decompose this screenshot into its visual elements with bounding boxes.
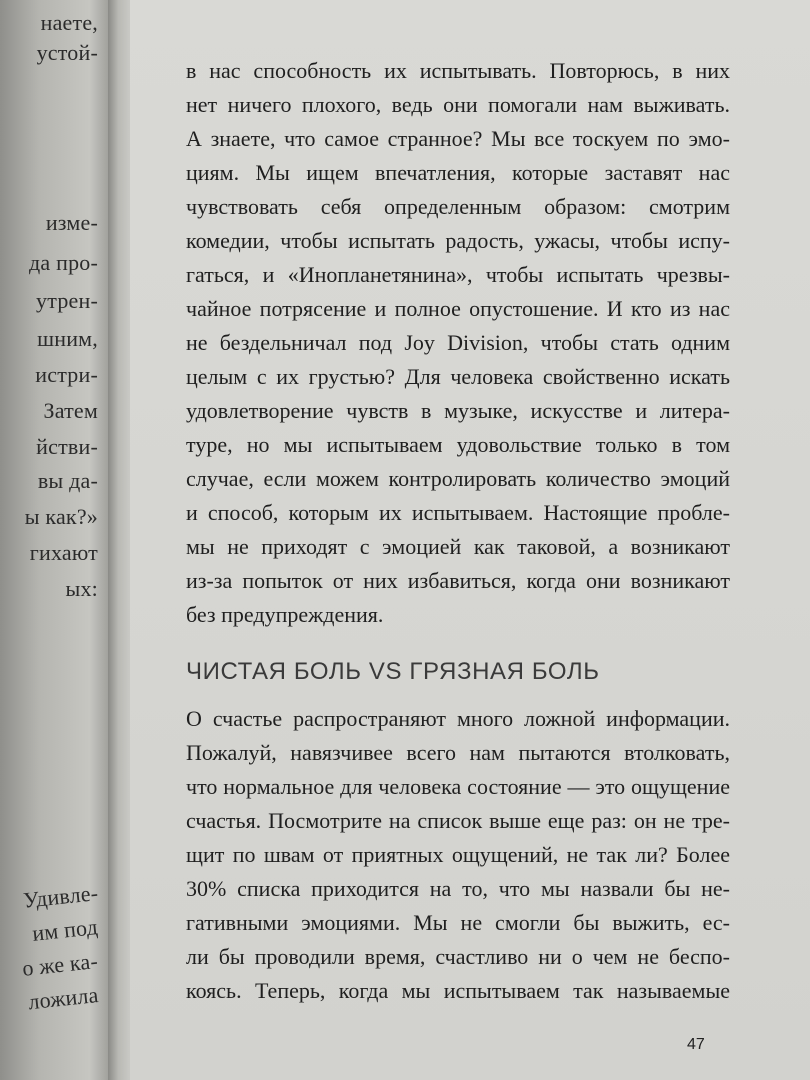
paragraph-1 [186,54,730,632]
text-line: комедии, чтобы испытать радость, ужасы, чтобы испу- [186,228,730,253]
text-line: ли бы проводили время, счастливо ни о чем не беспо- [186,944,730,969]
left-page-line: Затем [43,398,98,423]
text-line: не бездельничал под Joy Division, чтобы стать одним [186,330,730,355]
text-line: мы не приходят с эмоцией как таковой, а возникают [186,534,730,559]
text-line: нет ничего плохого, ведь они помогали нам выживать. [186,92,730,117]
text-line: Пожалуй, навязчивее всего нам пытаются втолковать, [186,740,730,765]
text-line: счастья. Посмотрите на список выше еще раз: он не тре- [186,808,730,833]
left-page-line: шним, [37,326,98,351]
left-page-line: изме- [45,210,98,235]
left-page-line: истри- [35,362,98,387]
left-page-line: ых: [65,576,98,601]
text-line: туре, но мы испытываем удовольствие только в том [186,432,730,457]
right-page [130,0,810,1080]
text-line: чайное потрясение и полное опустошение. И кто из нас [186,296,730,321]
text-line: А знаете, что самое странное? Мы все тоскуем по эмо- [186,126,730,151]
left-page-line: утрен- [36,288,98,313]
page-number: 47 [687,1036,705,1053]
text-line: целым с их грустью? Для человека свойственно искать [186,364,730,389]
text-line: и способ, которым их испытываем. Настоящие пробле- [186,500,730,525]
text-line: чувствовать себя определенным образом: смотрим [186,194,730,219]
left-page-line: йстви- [36,434,98,459]
paragraph-2 [186,702,730,1008]
text-line: коясь. Теперь, когда мы испытываем так называемые [186,978,730,1003]
text-line: из-за попыток от них избавиться, когда они возникают [186,568,730,593]
left-page-line: гихают [29,540,98,565]
left-page-line: о же ка- [21,948,100,981]
left-page-line: наете, [40,10,98,35]
text-line: щит по швам от приятных ощущений, не так ли? Более [186,842,730,867]
text-line: без предупреждения. [186,602,384,627]
left-page-line: устой- [36,40,98,65]
left-page-line: им под [31,914,100,946]
left-page-line: да про- [29,250,98,275]
text-line: удовлетворение чувств в музыке, искусстве и литера- [186,398,730,423]
text-line: в нас способность их испытывать. Повторюсь, в них [186,58,730,83]
text-line: О счастье распространяют много ложной информации. [186,706,730,731]
left-page-line: вы да- [37,468,98,493]
left-page-line: ы как?» [24,504,98,529]
text-line: что нормальное для человека состояние — это ощущение [186,774,730,799]
left-page [0,0,112,1080]
text-line: гаться, и «Инопланетянина», чтобы испытать чрезвы- [186,262,730,287]
text-line: циям. Мы ищем впечатления, которые заставят нас [186,160,730,185]
left-page-line: Удивле- [22,880,100,913]
text-line: случае, если можем контролировать количество эмоций [186,466,730,491]
text-line: 30% списка приходится на то, что мы назвали бы не- [186,876,730,901]
left-page-line: ложила [26,982,100,1015]
text-line: гативными эмоциями. Мы не смогли бы выжить, ес- [186,910,730,935]
section-heading: ЧИСТАЯ БОЛЬ VS ГРЯЗНАЯ БОЛЬ [186,658,600,685]
